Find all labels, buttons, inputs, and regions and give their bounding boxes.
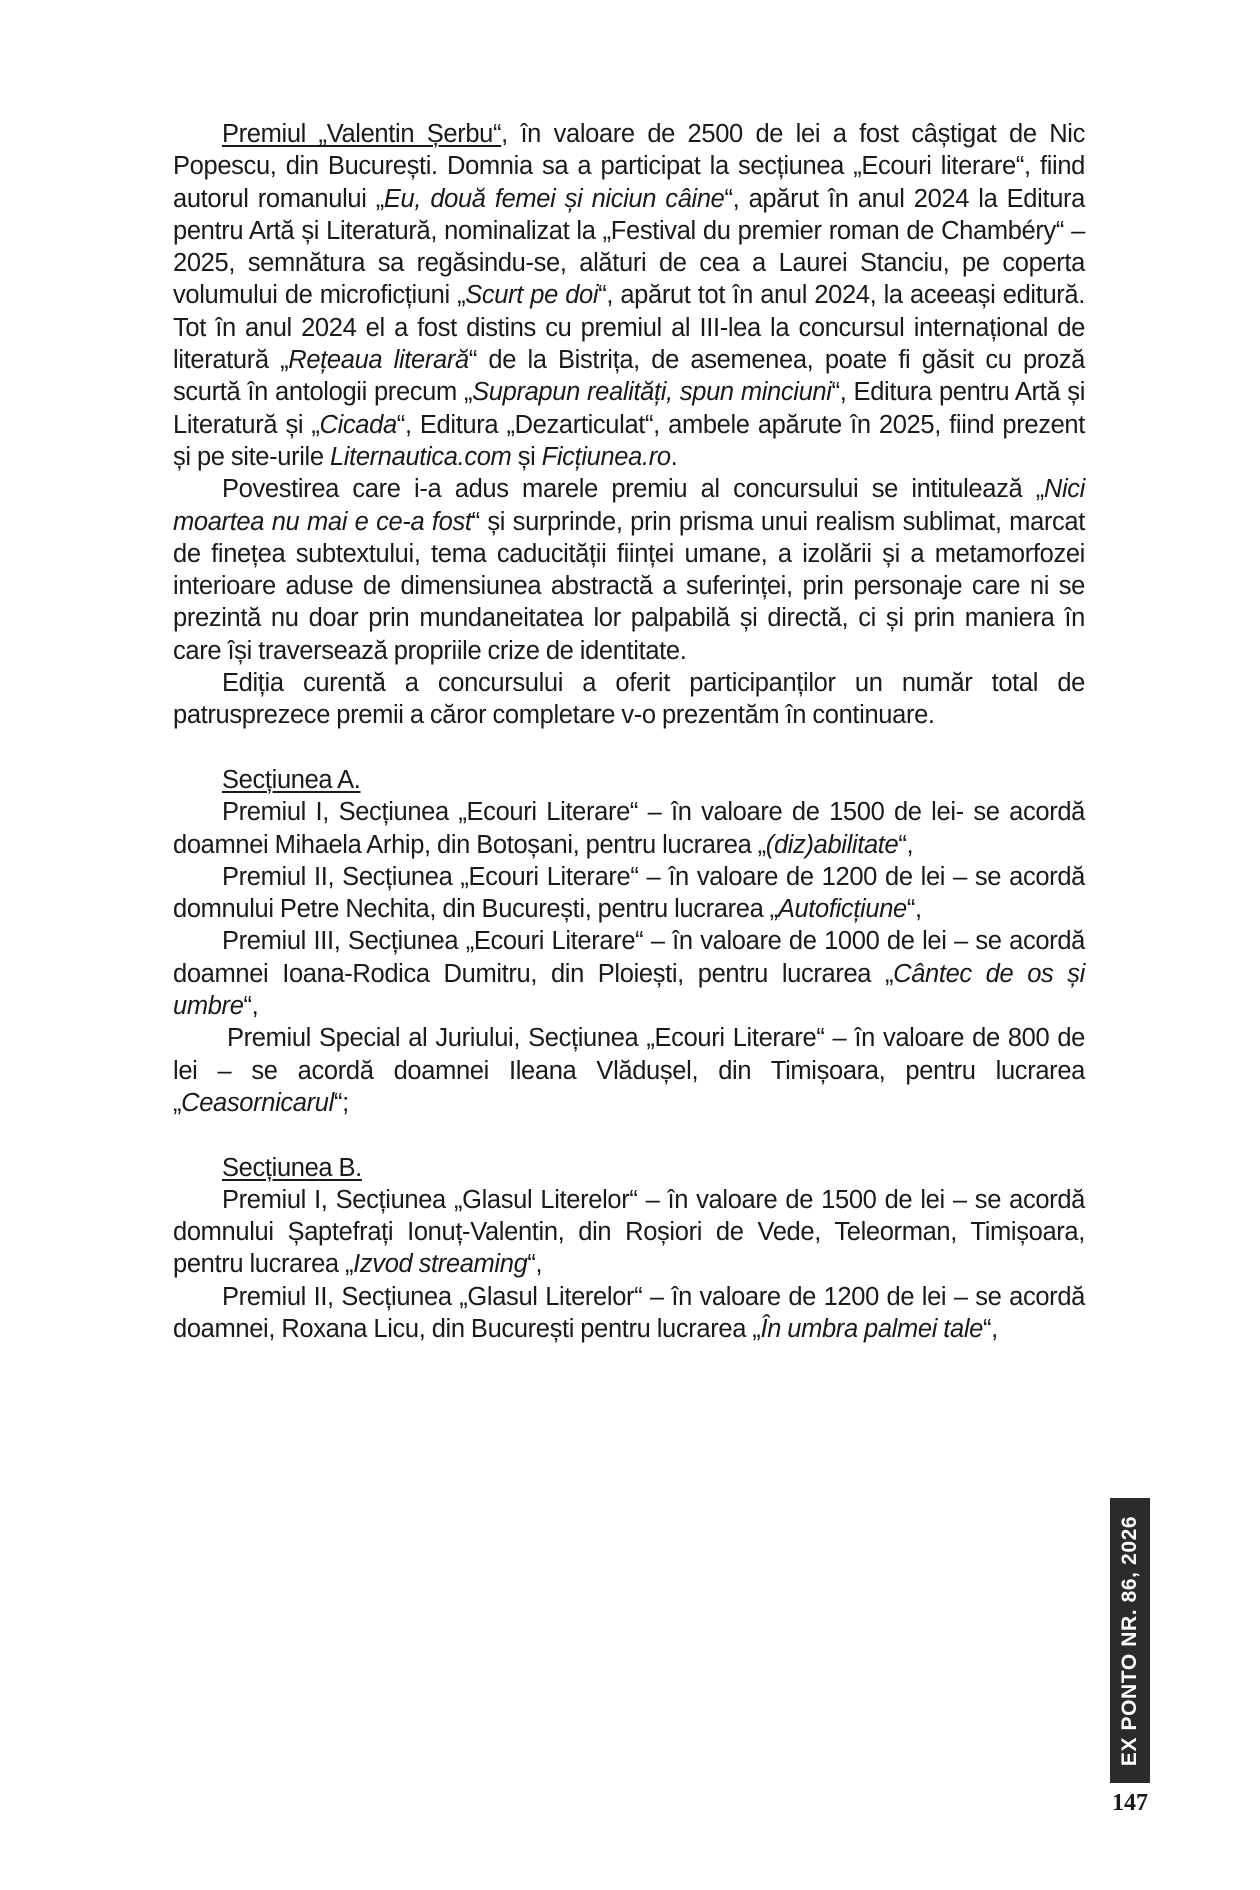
text-run: Premiul I, Secțiunea „Ecouri Literare“ – în valoare de 1500 de lei- se acordă doamnei Mihaela Arhip, din Botoșani, pentru lucrarea „ <box>173 798 1085 859</box>
section-b-heading-text: Secțiunea B. <box>222 1153 362 1182</box>
spacer <box>173 732 1085 764</box>
text-run: și <box>511 442 542 471</box>
work-title: (diz)abilitate <box>765 830 899 859</box>
text-run: Premiul II, Secțiunea „Ecouri Literare“ – în valoare de 1200 de lei – se acordă domnului Petre Nechita, din București, pentru lucrarea „ <box>173 862 1085 924</box>
text-run: Povestirea care i-a adus marele premiu al concursului se intitulează „ <box>222 475 1044 504</box>
prize-entry <box>173 861 1085 926</box>
prize-entry <box>173 796 1085 861</box>
paragraph-current-edition: Ediția curentă a concursului a oferit participanților un număr total de patrusprezece premii a căror completare v-o prezentăm în continuare. <box>173 669 1085 730</box>
text-run: . <box>670 442 678 471</box>
text-run: , în valoare de 2500 de lei a fost câștigat de Nic Popescu, din București. Domnia sa a participat la secțiunea „Ecouri literare“, fiind autorul romanului „ <box>173 120 1085 213</box>
paragraph-winning-story <box>173 473 1085 667</box>
text-run: “, <box>906 895 922 924</box>
text-run: “ de la Bistrița, de asemenea, poate fi găsit cu proză scurtă în antologii precum „ <box>173 346 1086 407</box>
text-run: “; <box>333 1088 349 1117</box>
text-run: “, <box>527 1250 543 1279</box>
website-liternautica: Liternautica.com <box>329 442 512 471</box>
text-run: Premiul II, Secțiunea „Glasul Literelor“ – în valoare de 1200 de lei – se acordă doamnei, Roxana Licu, din București pentru lucrarea „ <box>173 1282 1085 1343</box>
text-run: “, Editura pentru Artă și Literatură și „ <box>173 378 1086 439</box>
section-a-heading-text: Secțiunea A. <box>222 765 361 794</box>
work-title: În umbra palmei tale <box>760 1314 983 1343</box>
journal-issue-tab <box>1110 1498 1150 1783</box>
prize-entry <box>173 1281 1085 1346</box>
anthology-title-2: Cicada <box>319 410 397 439</box>
paragraph-valentin-serbu-prize <box>173 118 1085 473</box>
work-title: Cântec de os și umbre <box>173 959 1085 1021</box>
text-run: “, <box>898 830 914 859</box>
text-run: “, <box>243 992 259 1021</box>
page-number: 147 <box>1112 1790 1148 1816</box>
story-title: Nici moartea nu mai e ce-a fost <box>173 475 1085 536</box>
website-fictiunea: Ficțiunea.ro <box>541 442 671 471</box>
spacer <box>173 1119 1085 1151</box>
text-run: “, <box>983 1314 998 1343</box>
prize-entry <box>173 925 1085 1022</box>
section-b-heading <box>173 1152 1085 1184</box>
work-title: Izvod streaming <box>353 1250 528 1279</box>
text-run: “, apărut tot în anul 2024, la aceeași editură. Tot în anul 2024 el a fost distins cu premiul al III-lea la concursul internațional de literatură „ <box>173 281 1085 375</box>
article-body <box>173 118 1085 1345</box>
work-title: Autoficțiune <box>777 895 907 924</box>
prize-entry <box>173 1022 1085 1119</box>
prize-title-underlined: Premiul „Valentin Șerbu“ <box>222 120 502 148</box>
prize-entry <box>173 1184 1085 1281</box>
microfiction-title: Scurt pe doi <box>465 281 599 310</box>
novel-title: Eu, două femei și niciun câine <box>383 184 725 213</box>
journal-issue-label: EX PONTO NR. 86, 2026 <box>1118 1515 1142 1766</box>
anthology-title-1: Suprapun realități, spun minciuni <box>472 378 832 407</box>
work-title: Ceasornicarul <box>181 1088 334 1117</box>
text-run: “, Editura „Dezarticulat“, ambele apărute în 2025, fiind prezent și pe site-urile <box>173 410 1085 471</box>
text-run: “, apărut în anul 2024 la Editura pentru Artă și Literatură, nominalizat la „Festival du premier roman de Chambéry“ – 2025, semnătura sa regăsindu-se, alături de cea a Laurei Stanciu, pe coperta volumului de microficțiuni „ <box>173 184 1085 310</box>
text-run: Premiul I, Secțiunea „Glasul Literelor“ – în valoare de 1500 de lei – se acordă domnului Șaptefrați Ionuț-Valentin, din Roșiori de Vede, Teleorman, Timișoara, pentru lucrarea „ <box>173 1185 1085 1279</box>
contest-title: Rețeaua literară <box>288 346 469 375</box>
text-run: Premiul III, Secțiunea „Ecouri Literare“ – în valoare de 1000 de lei – se acordă doamnei Ioana-Rodica Dumitru, din Ploiești, pentru lucrarea „ <box>173 927 1085 988</box>
text-run: “ și surprinde, prin prisma unui realism sublimat, marcat de finețea subtextului, tema caducității ființei umane, a izolării și a metamorfozei interioare aduse de dimensiunea abstractă a suferinței, prin personaje care ni se prezintă nu doar prin mundaneitatea lor palpabilă și directă, ci și prin maniera în care își traversează propriile crize de identitate. <box>173 507 1086 665</box>
text-run: Premiul Special al Juriului, Secțiunea „Ecouri Literare“ – în valoare de 800 de lei – se acordă doamnei Ileana Vlădușel, din Timișoara, pentru lucrarea „ <box>173 1024 1085 1117</box>
section-a-heading <box>173 764 1085 796</box>
